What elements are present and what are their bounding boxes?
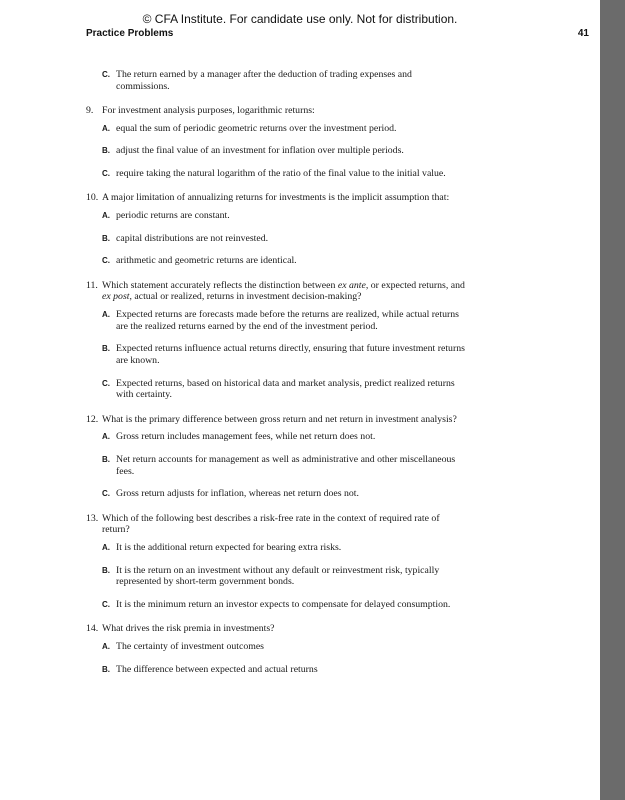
answer-option [86, 343, 466, 366]
option-letter: C. [102, 169, 110, 179]
answer-option [86, 431, 466, 443]
option-letter: B. [102, 344, 110, 354]
practice-problems [86, 69, 466, 688]
option-letter: A. [102, 210, 110, 220]
option-letter: A. [102, 123, 110, 133]
option-letter: B. [102, 455, 110, 465]
answer-option [86, 233, 466, 245]
question-text [102, 280, 465, 303]
option-text: adjust the final value of an investment for inflation over multiple periods. [116, 145, 404, 157]
question-stem [86, 280, 466, 303]
answer-option [86, 145, 466, 157]
option-letter: A. [102, 432, 110, 442]
option-text: Expected returns, based on historical data and market analysis, predict realized returns with certainty. [116, 377, 455, 401]
answer-option [86, 210, 466, 222]
answer-option [86, 664, 466, 676]
question-number: 14. [86, 623, 99, 635]
option-letter: B. [102, 565, 110, 575]
option-text: The difference between expected and actual returns [116, 663, 318, 675]
ex-ante-term: ex ante [337, 279, 366, 291]
answer-option [86, 565, 466, 588]
option-letter: A. [102, 642, 110, 652]
option-text: Expected returns are forecasts made before the returns are realized, while actual returns are the realized returns earned by the end of the investment period. [116, 308, 459, 332]
option-text: arithmetic and geometric returns are identical. [116, 255, 297, 267]
option-text: Net return accounts for management as well as administrative and other miscellaneous fees. [116, 454, 456, 477]
answer-option [86, 123, 466, 135]
option-text: require taking the natural logarithm of the ratio of the final value to the initial value. [116, 168, 446, 180]
answer-option [86, 168, 466, 180]
section-title: Practice Problems [86, 28, 174, 39]
answer-option [86, 488, 466, 500]
option-letter: A. [102, 543, 110, 553]
question-13 [86, 513, 466, 611]
question-12 [86, 414, 466, 501]
question-stem [86, 105, 466, 117]
option-letter: C. [102, 489, 110, 499]
option-letter: C. [102, 378, 110, 388]
question-text: A major limitation of annualizing returns for investments is the implicit assumption that: [102, 192, 450, 204]
answer-option [86, 255, 466, 267]
option-letter: A. [102, 309, 110, 319]
option-text: It is the additional return expected for bearing extra risks. [116, 542, 342, 554]
question-number: 9. [86, 104, 94, 116]
question-stem [86, 414, 466, 426]
option-text: It is the minimum return an investor expects to compensate for delayed consumption. [116, 599, 451, 611]
answer-option [86, 599, 466, 611]
option-letter: B. [102, 664, 110, 674]
option-letter: B. [102, 146, 110, 156]
question-number: 10. [86, 192, 99, 204]
option-text: It is the return on an investment without any default or reinvestment risk, typically represented by short-term government bonds. [116, 564, 440, 588]
option-text: Gross return adjusts for inflation, whereas net return does not. [116, 488, 359, 500]
question-stem [86, 192, 466, 204]
question-number: 11. [86, 279, 98, 291]
question-text: What is the primary difference between gross return and net return in investment analysis? [102, 413, 457, 425]
option-text: The return earned by a manager after the deduction of trading expenses and commissions. [116, 69, 412, 92]
question-14 [86, 623, 466, 675]
question-text: Which of the following best describes a risk-free rate in the context of required rate of return? [102, 512, 440, 536]
question-11 [86, 280, 466, 402]
option-letter: B. [102, 233, 110, 243]
question-text: What drives the risk premia in investments? [102, 623, 275, 635]
option-text: Expected returns influence actual returns directly, ensuring that future investment returns are known. [116, 343, 465, 367]
question-10 [86, 192, 466, 267]
copyright-notice: © CFA Institute. For candidate use only. Not for distribution. [142, 12, 458, 26]
question-text-part: , or expected returns, and [365, 279, 465, 291]
answer-option [86, 378, 466, 401]
answer-option [86, 309, 466, 332]
question-number: 13. [86, 512, 99, 524]
option-text: periodic returns are constant. [116, 209, 230, 221]
question-text: For investment analysis purposes, logarithmic returns: [102, 104, 315, 116]
ex-post-term: ex post [102, 291, 130, 303]
answer-option [86, 542, 466, 554]
page-number: 41 [577, 28, 589, 39]
answer-option [86, 641, 466, 653]
option-letter: C. [102, 256, 110, 266]
question-9 [86, 105, 466, 180]
option-text: The certainty of investment outcomes [116, 641, 264, 653]
question-stem [86, 513, 466, 536]
option-text: Gross return includes management fees, while net return does not. [116, 431, 376, 443]
option-text: capital distributions are not reinvested. [116, 232, 269, 244]
question-text-part: , actual or realized, returns in investment decision-making? [129, 291, 362, 303]
option-letter: C. [102, 600, 110, 610]
question-number: 12. [86, 413, 99, 425]
question-8-continued [86, 69, 466, 92]
answer-option [86, 454, 466, 477]
question-text-part: Which statement accurately reflects the distinction between [102, 279, 338, 291]
scrollbar[interactable] [600, 0, 625, 800]
option-letter: C. [102, 70, 110, 79]
answer-option [86, 69, 466, 92]
option-text: equal the sum of periodic geometric returns over the investment period. [116, 122, 397, 134]
question-stem [86, 623, 466, 635]
